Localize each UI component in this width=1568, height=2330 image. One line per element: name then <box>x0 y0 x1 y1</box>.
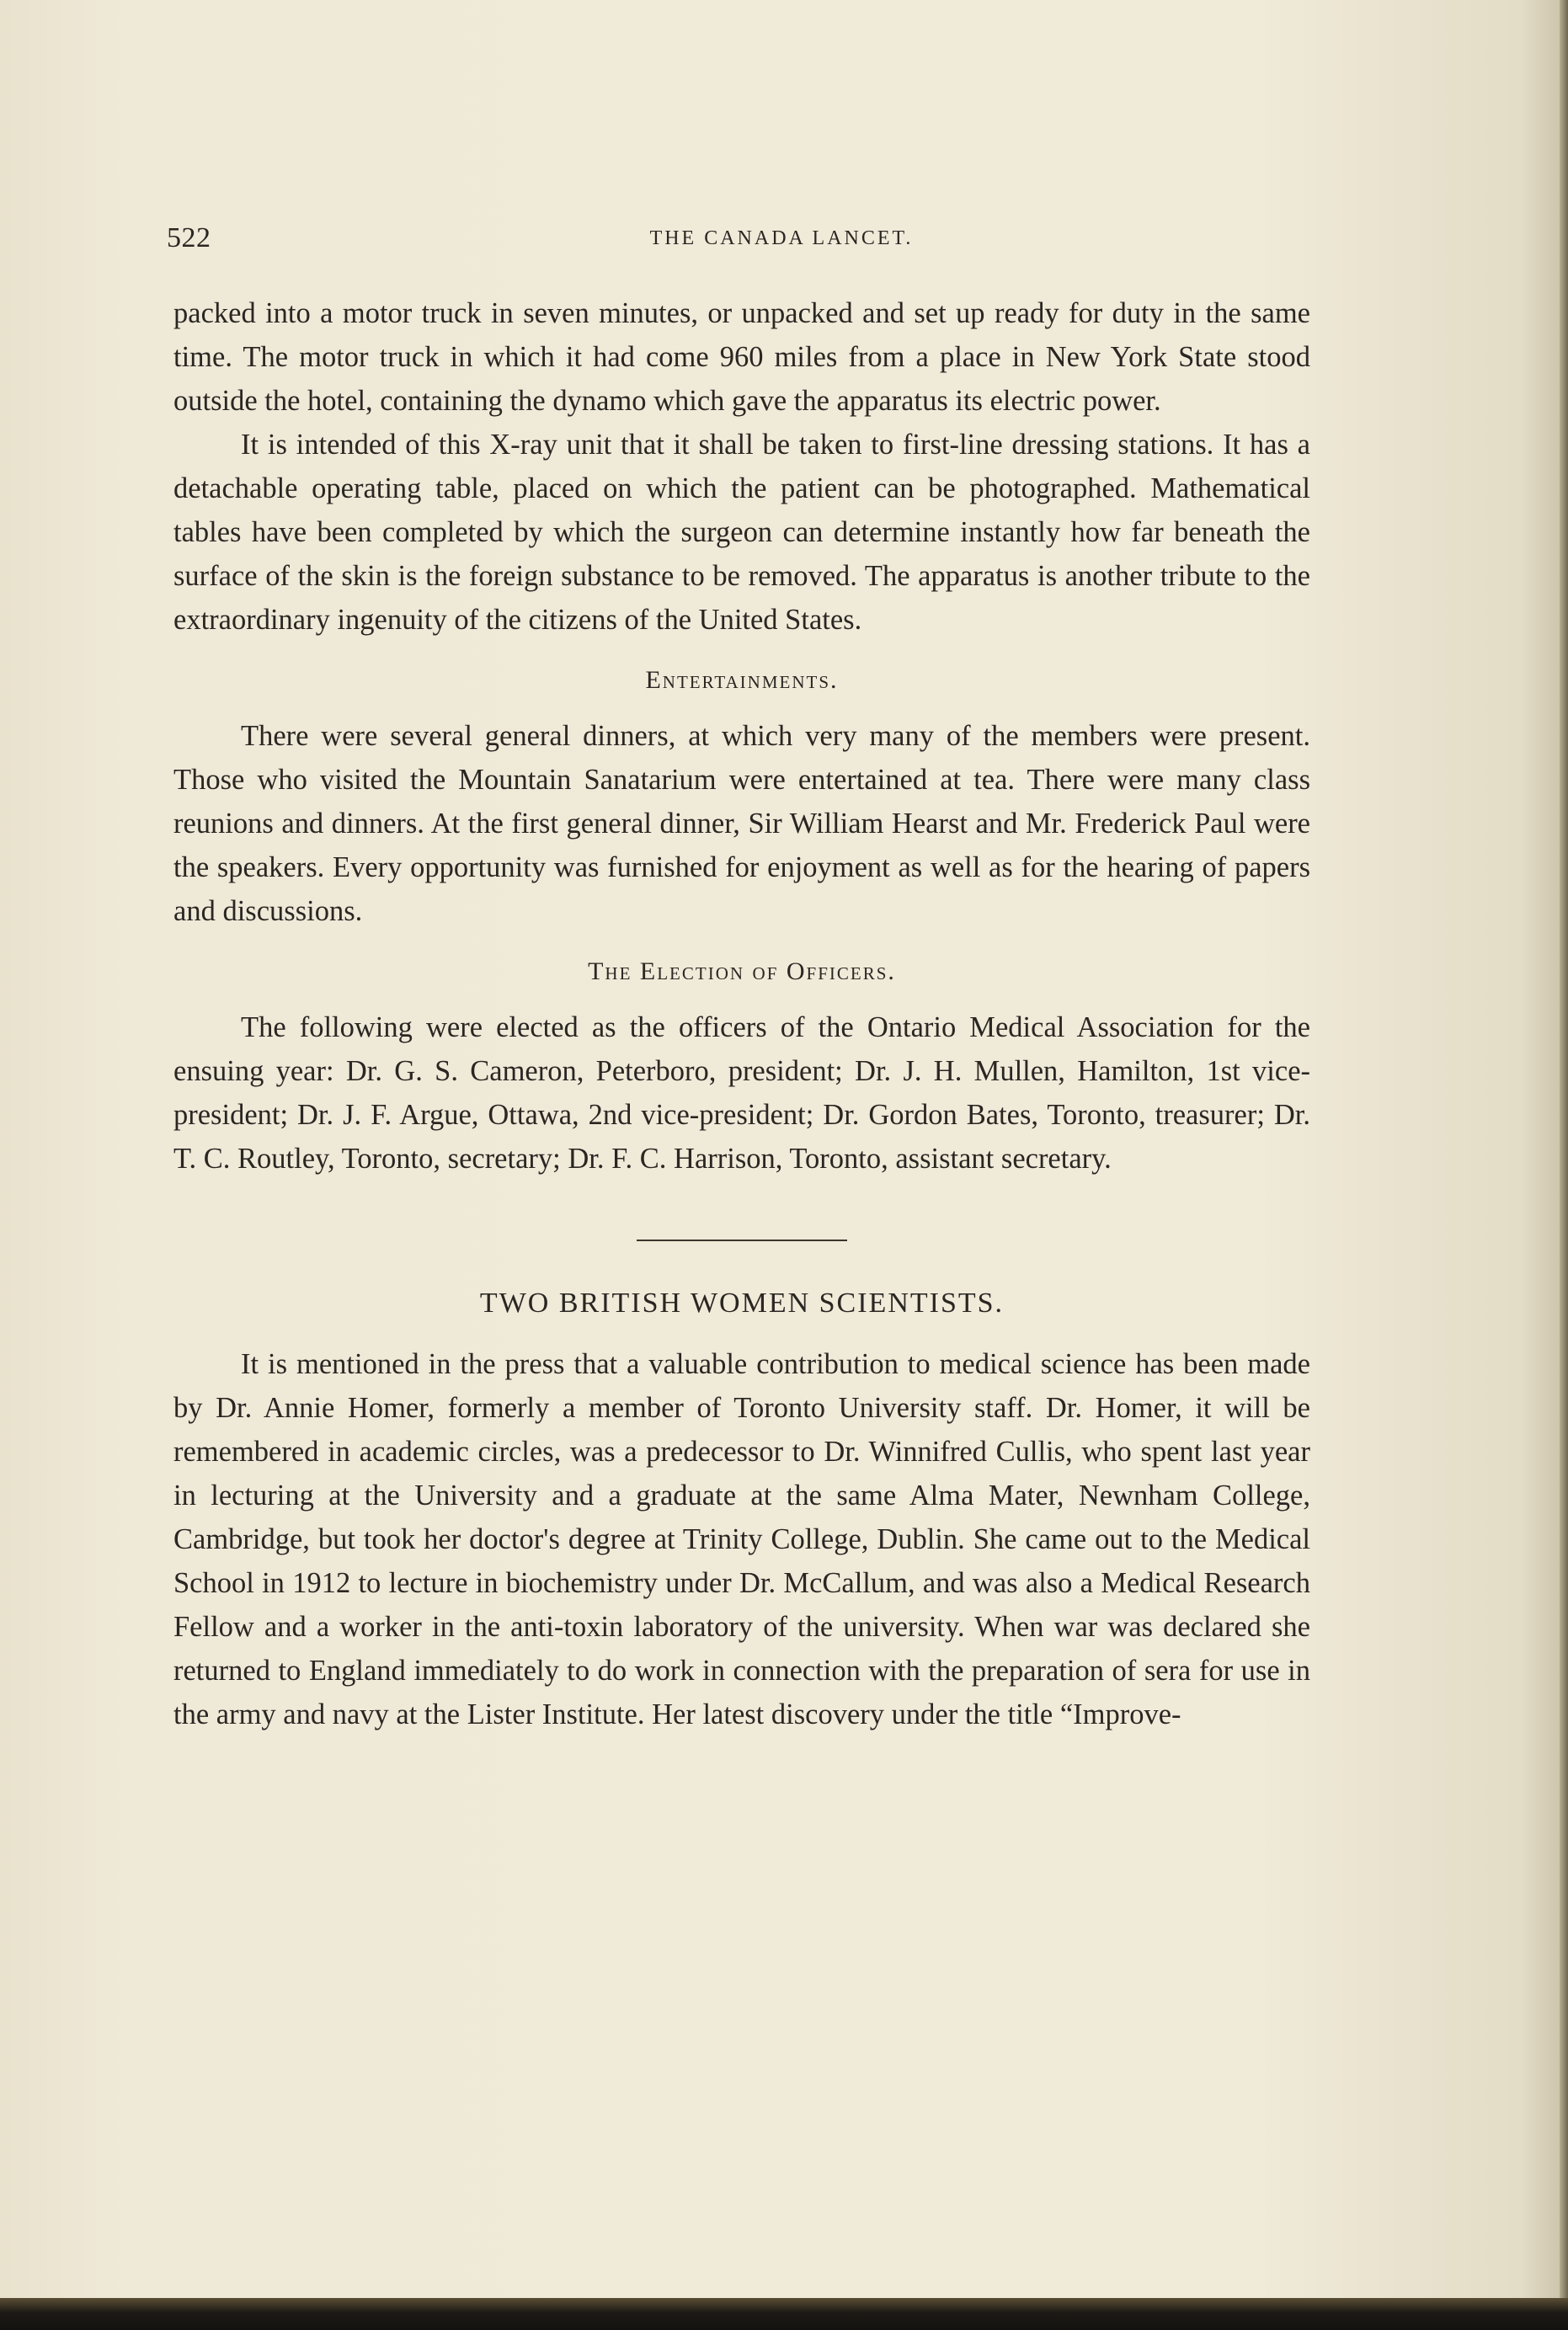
paragraph-continuation: packed into a motor truck in seven minutes, or unpacked and set up ready for duty in the same time. The motor truck in which it had come 960 miles from a place in New York State stood outside the hotel, containing the dynamo which gave the apparatus its electric power. <box>173 297 1310 417</box>
section-divider <box>637 1240 847 1241</box>
section-heading-entertainments: Entertainments. <box>645 666 839 694</box>
journal-title: THE CANADA LANCET. <box>649 227 914 249</box>
running-head <box>167 222 1329 259</box>
section-heading-election: The Election of Officers. <box>588 957 896 985</box>
paragraph-election: The following were elected as the officers of the Ontario Medical Association for the ensuing year: Dr. G. S. Cameron, Peterboro, president; Dr. J. H. Mullen, Hamilton, 1st vice-president; Dr. J. F. Argue, Ottawa, 2nd vice-president; Dr. Gordon Bates, Toronto, treasurer; Dr. T. C. Routley, Toronto, secretary; Dr. F. C. Harrison, Toronto, assistant secretary. <box>173 1011 1310 1175</box>
page-edge-bottom <box>0 2298 1568 2330</box>
page-edge-right <box>1560 0 1568 2330</box>
paragraph-entertainments: There were several general dinners, at which very many of the members were present. Those who visited the Mountain Sanatarium were entertained at tea. There were many class reunions and dinners. At the first general dinner, Sir William Hearst and Mr. Frederick Paul were the speakers. Every opportunity was furnished for enjoyment as well as for the hearing of papers and discussions. <box>173 720 1310 927</box>
paragraph-xray-unit: It is intended of this X-ray unit that it shall be taken to first-line dressing stations. It has a detachable operating table, placed on which the patient can be photographed. Mathematical tables have been completed by which the surgeon can determine instantly how far beneath the surface of the skin is the foreign substance to be removed. The apparatus is another tribute to the extraordinary ingenuity of the citizens of the United States. <box>173 429 1310 636</box>
article-title: TWO BRITISH WOMEN SCIENTISTS. <box>479 1288 1005 1319</box>
paragraph-women-scientists: It is mentioned in the press that a valuable contribution to medical science has been made by Dr. Annie Homer, formerly a member of Toronto University staff. Dr. Homer, it will be remembered in academic circles, was a predecessor to Dr. Winnifred Cullis, who spent last year in lecturing at the University and a graduate at the same Alma Mater, Newnham College, Cambridge, but took her doctor's degree at Trinity College, Dublin. She came out to the Medical School in 1912 to lecture in biochemistry under Dr. McCallum, and was also a Medical Research Fellow and a worker in the anti-toxin laboratory of the university. When war was declared she returned to England immediately to do work in connection with the preparation of sera for use in the army and navy at the Lister Institute. Her latest discovery under the title “Improve- <box>173 1348 1310 1730</box>
body-text <box>173 291 1310 1736</box>
page-number: 522 <box>167 222 211 253</box>
